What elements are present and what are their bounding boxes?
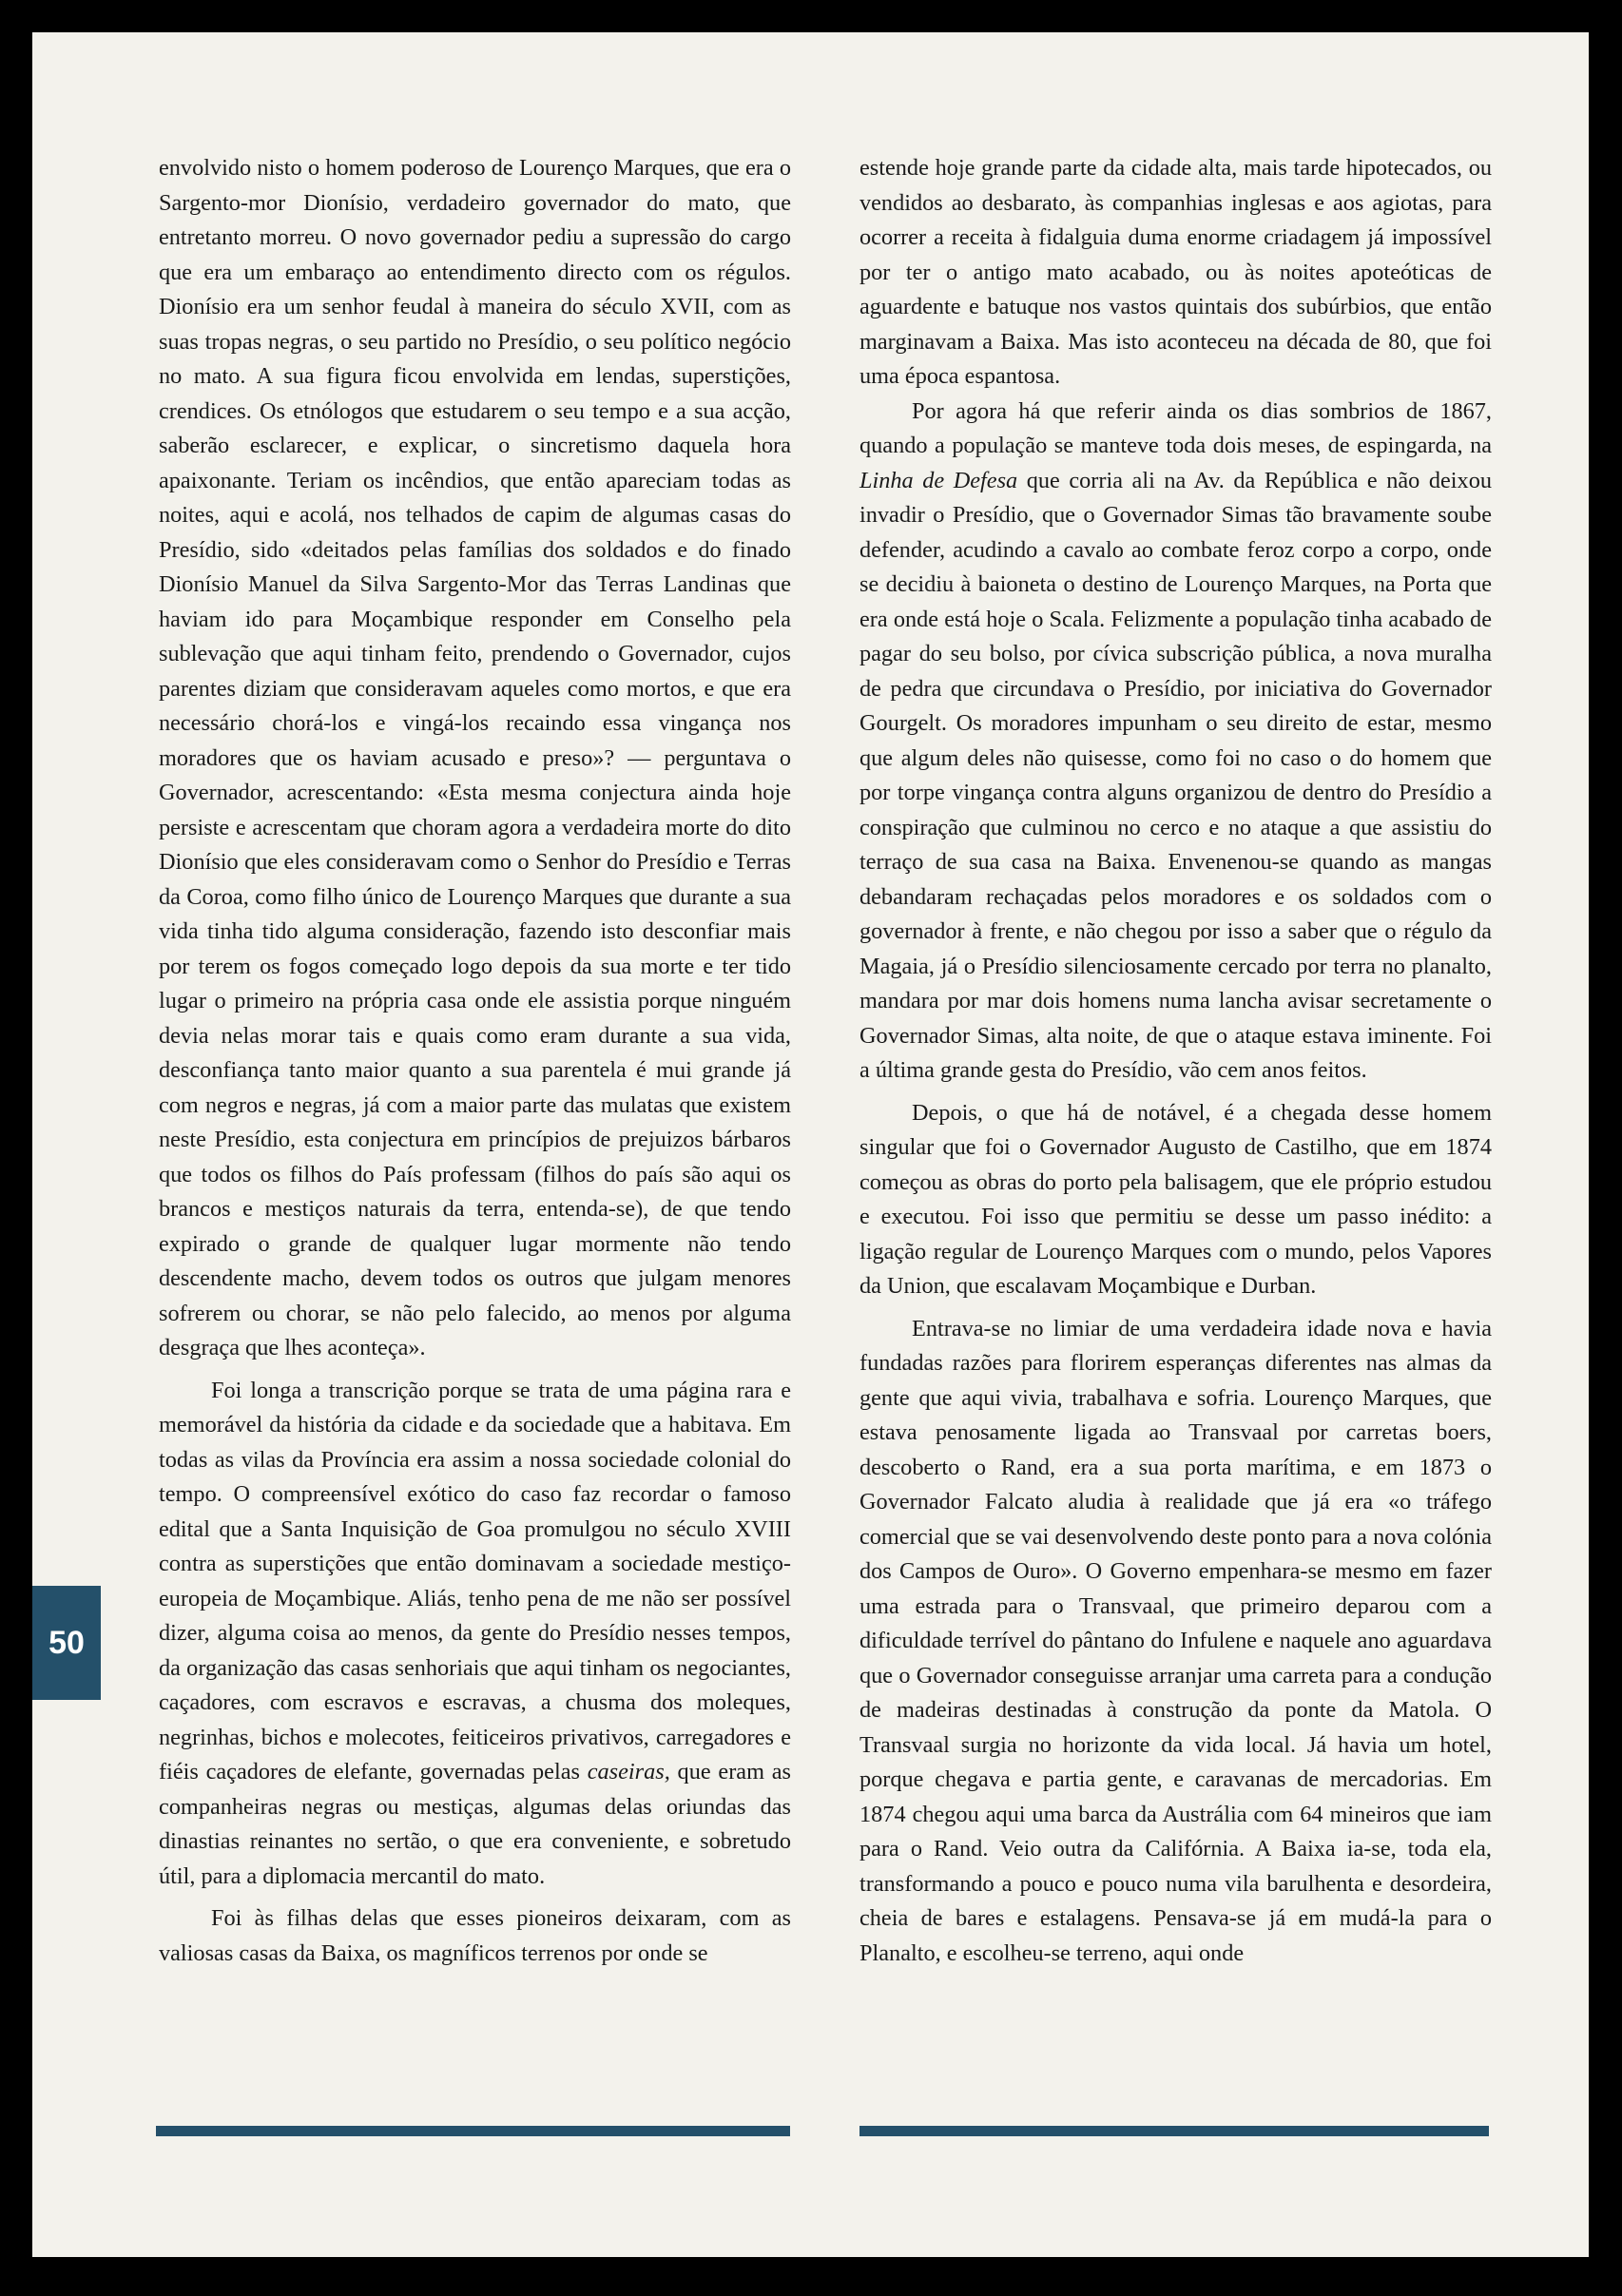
paragraph — [859, 1312, 1492, 1972]
text-run: que corria ali na Av. da República e não deixou invadir o Presídio, que o Governador Simas tão bravamente soube defender, acudindo a cavalo ao combate feroz corpo a corpo, onde se decidiu à baioneta o destino de Lourenço Marques, na Porta que era onde está hoje o Scala. Felizmente a população tinha acabado de pagar do seu bolso, por cívica subscrição pública, a nova muralha de pedra que circundava o Presídio, por iniciativa do Governador Gourgelt. Os moradores impunham o seu direito de estar, mesmo que algum deles não quisesse, como foi no caso o do homem que por torpe vingança contra alguns organizou de dentro do Presídio a conspiração que culminou no cerco e no ataque a que assistiu do terraço de sua casa na Baixa. Envenenou-se quando as mangas debandaram rechaçadas pelos moradores e os soldados com o governador à frente, e não chegou por isso a saber que o régulo da Magaia, já o Presídio silenciosamente cercado por terra no planalto, mandara por mar dois homens numa lancha avisar secretamente o Governador Simas, alta noite, de que o ataque estava iminente. Foi a última grande gesta do Presídio, vão cem anos feitos. — [859, 467, 1492, 1083]
paragraph — [859, 151, 1492, 395]
text-run: que eram as companheiras negras ou mestiças, algumas delas oriundas das dinastias reinantes no sertão, o que era conveniente, e sobretudo útil, para a diplomacia mercantil do mato. — [159, 1759, 791, 1889]
italic-text-run: Linha de Defesa — [859, 467, 1018, 493]
paragraph — [159, 1374, 791, 1895]
right-column — [859, 151, 1492, 1971]
text-run: Entrava-se no limiar de uma verdadeira idade nova e havia fundadas razões para florirem esperanças diferentes nas almas da gente que aqui vivia, trabalhava e sofria. Lourenço Marques, que estava penosamente ligada ao Transvaal por carretas boers, descoberto o Rand, era a sua porta marítima, e em 1873 o Governador Falcato aludia à realidade que já era «o tráfego comercial que se vai desenvolvendo deste ponto para a nova colónia dos Campos de Ouro». O Governo empenhara-se mesmo em fazer uma estrada para o Transvaal, que primeiro deparou com a dificuldade terrível do pântano do Infulene e naquele ano aguardava que o Governador conseguisse arranjar uma carreta para a condução de madeiras destinadas à construção da ponte da Matola. O Transvaal surgia no horizonte da vida local. Já havia um hotel, porque chegava e partia gente, e caravanas de mercadorias. Em 1874 chegou aqui uma barca da Austrália com 64 mineiros que iam para o Rand. Veio outra da Califórnia. A Baixa ia-se, toda ela, transformando a pouco e pouco numa vila barulhenta e desordeira, cheia de bares e estalagens. Pensava-se já em mudá-la para o Planalto, e escolheu-se terreno, aqui onde — [859, 1315, 1492, 1966]
paragraph — [859, 1096, 1492, 1304]
text-run: Por agora há que referir ainda os dias sombrios de 1867, quando a população se manteve toda dois meses, de espingarda, na — [859, 397, 1492, 458]
paragraph — [159, 1901, 791, 1971]
paragraph — [159, 151, 791, 1366]
page — [32, 32, 1589, 2257]
paragraph — [859, 395, 1492, 1089]
text-run: estende hoje grande parte da cidade alta, mais tarde hipotecados, ou vendidos ao desbarato, às companhias inglesas e aos agiotas, para ocorrer a receita à fidalguia duma enorme criadagem já impossível por ter o antigo mato acabado, ou às noites apoteóticas de aguardente e batuque nos vastos quintais dos subúrbios, que então marginavam a Baixa. Mas isto aconteceu na década de 80, que foi uma época espantosa. — [859, 155, 1492, 389]
right-column-rule — [859, 2126, 1489, 2136]
text-run: Foi às filhas delas que esses pioneiros deixaram, com as valiosas casas da Baixa, os magníficos terrenos por onde se — [159, 1905, 791, 1966]
italic-text-run: caseiras, — [587, 1759, 670, 1785]
page-number-tab — [32, 1586, 101, 1700]
page-number: 50 — [48, 1624, 85, 1661]
left-column — [159, 151, 791, 1971]
left-column-rule — [156, 2126, 790, 2136]
text-run: envolvido nisto o homem poderoso de Lourenço Marques, que era o Sargento-mor Dionísio, verdadeiro governador do mato, que entretanto morreu. O novo governador pediu a supressão do cargo que era um embaraço ao entendimento directo com os régulos. Dionísio era um senhor feudal à maneira do século XVII, com as suas tropas negras, o seu partido no Presídio, o seu político negócio no mato. A sua figura ficou envolvida em lendas, superstições, crendices. Os etnólogos que estudarem o seu tempo e a sua acção, saberão esclarecer, e explicar, o sincretismo daquela hora apaixonante. Teriam os incêndios, que então apareciam todas as noites, aqui e acolá, nos telhados de capim de algumas casas do Presídio, sido «deitados pelas famílias dos soldados e do finado Dionísio Manuel da Silva Sargento-Mor das Terras Landinas que haviam ido para Moçambique responder em Conselho pela sublevação que aqui tinham feito, prendendo o Governador, cujos parentes diziam que consideravam aqueles como mortos, e que era necessário chorá-los e vingá-los recaindo essa vingança nos moradores que os haviam acusado e preso»? — perguntava o Governador, acrescentando: «Esta mesma conjectura ainda hoje persiste e acrescentam que choram agora a verdadeira morte do dito Dionísio que eles consideravam como o Senhor do Presídio e Terras da Coroa, como filho único de Lourenço Marques que durante a sua vida tinha tido alguma consideração, fazendo isto desconfiar mais por terem os fogos começado logo depois da sua morte e ter tido lugar o primeiro na própria casa onde ele assistia porque ninguém devia nelas morar tais e quais como eram durante a sua vida, desconfiança tanto maior quanto a sua parentela é mui grande já com negros e negras, já com a maior parte das mulatas que existem neste Presídio, esta conjectura em princípios de prejuizos bárbaros que todos os filhos do País professam (filhos do país são aqui os brancos e mestiços naturais da terra, entenda-se), de que tendo expirado o grande de qualquer lugar mormente não tendo descendente macho, devem todos os outros que julgam menores sofrerem ou chorar, se não pelo falecido, ao menos por alguma desgraça que lhes aconteça». — [159, 155, 791, 1360]
text-run: Foi longa a transcrição porque se trata de uma página rara e memorável da história da cidade e da sociedade que a habitava. Em todas as vilas da Província era assim a nossa sociedade colonial do tempo. O compreensível exótico do caso faz recordar o famoso edital que a Santa Inquisição de Goa promulgou no século XVIII contra as superstições que então dominavam a sociedade mestiço-europeia de Moçambique. Aliás, tenho pena de me não ser possível dizer, alguma coisa ao menos, da gente do Presídio nesses tempos, da organização das casas senhoriais que aqui tinham os negociantes, caçadores, com escravos e escravas, a chusma dos moleques, negrinhas, bichos e molecotes, feiticeiros privativos, carregadores e fiéis caçadores de elefante, governadas pelas — [159, 1377, 791, 1785]
text-run: Depois, o que há de notável, é a chegada desse homem singular que foi o Governador Augusto de Castilho, que em 1874 começou as obras do porto pela balisagem, que ele próprio estudou e executou. Foi isso que permitiu se desse um passo inédito: a ligação regular de Lourenço Marques com o mundo, pelos Vapores da Union, que escalavam Moçambique e Durban. — [859, 1099, 1492, 1299]
